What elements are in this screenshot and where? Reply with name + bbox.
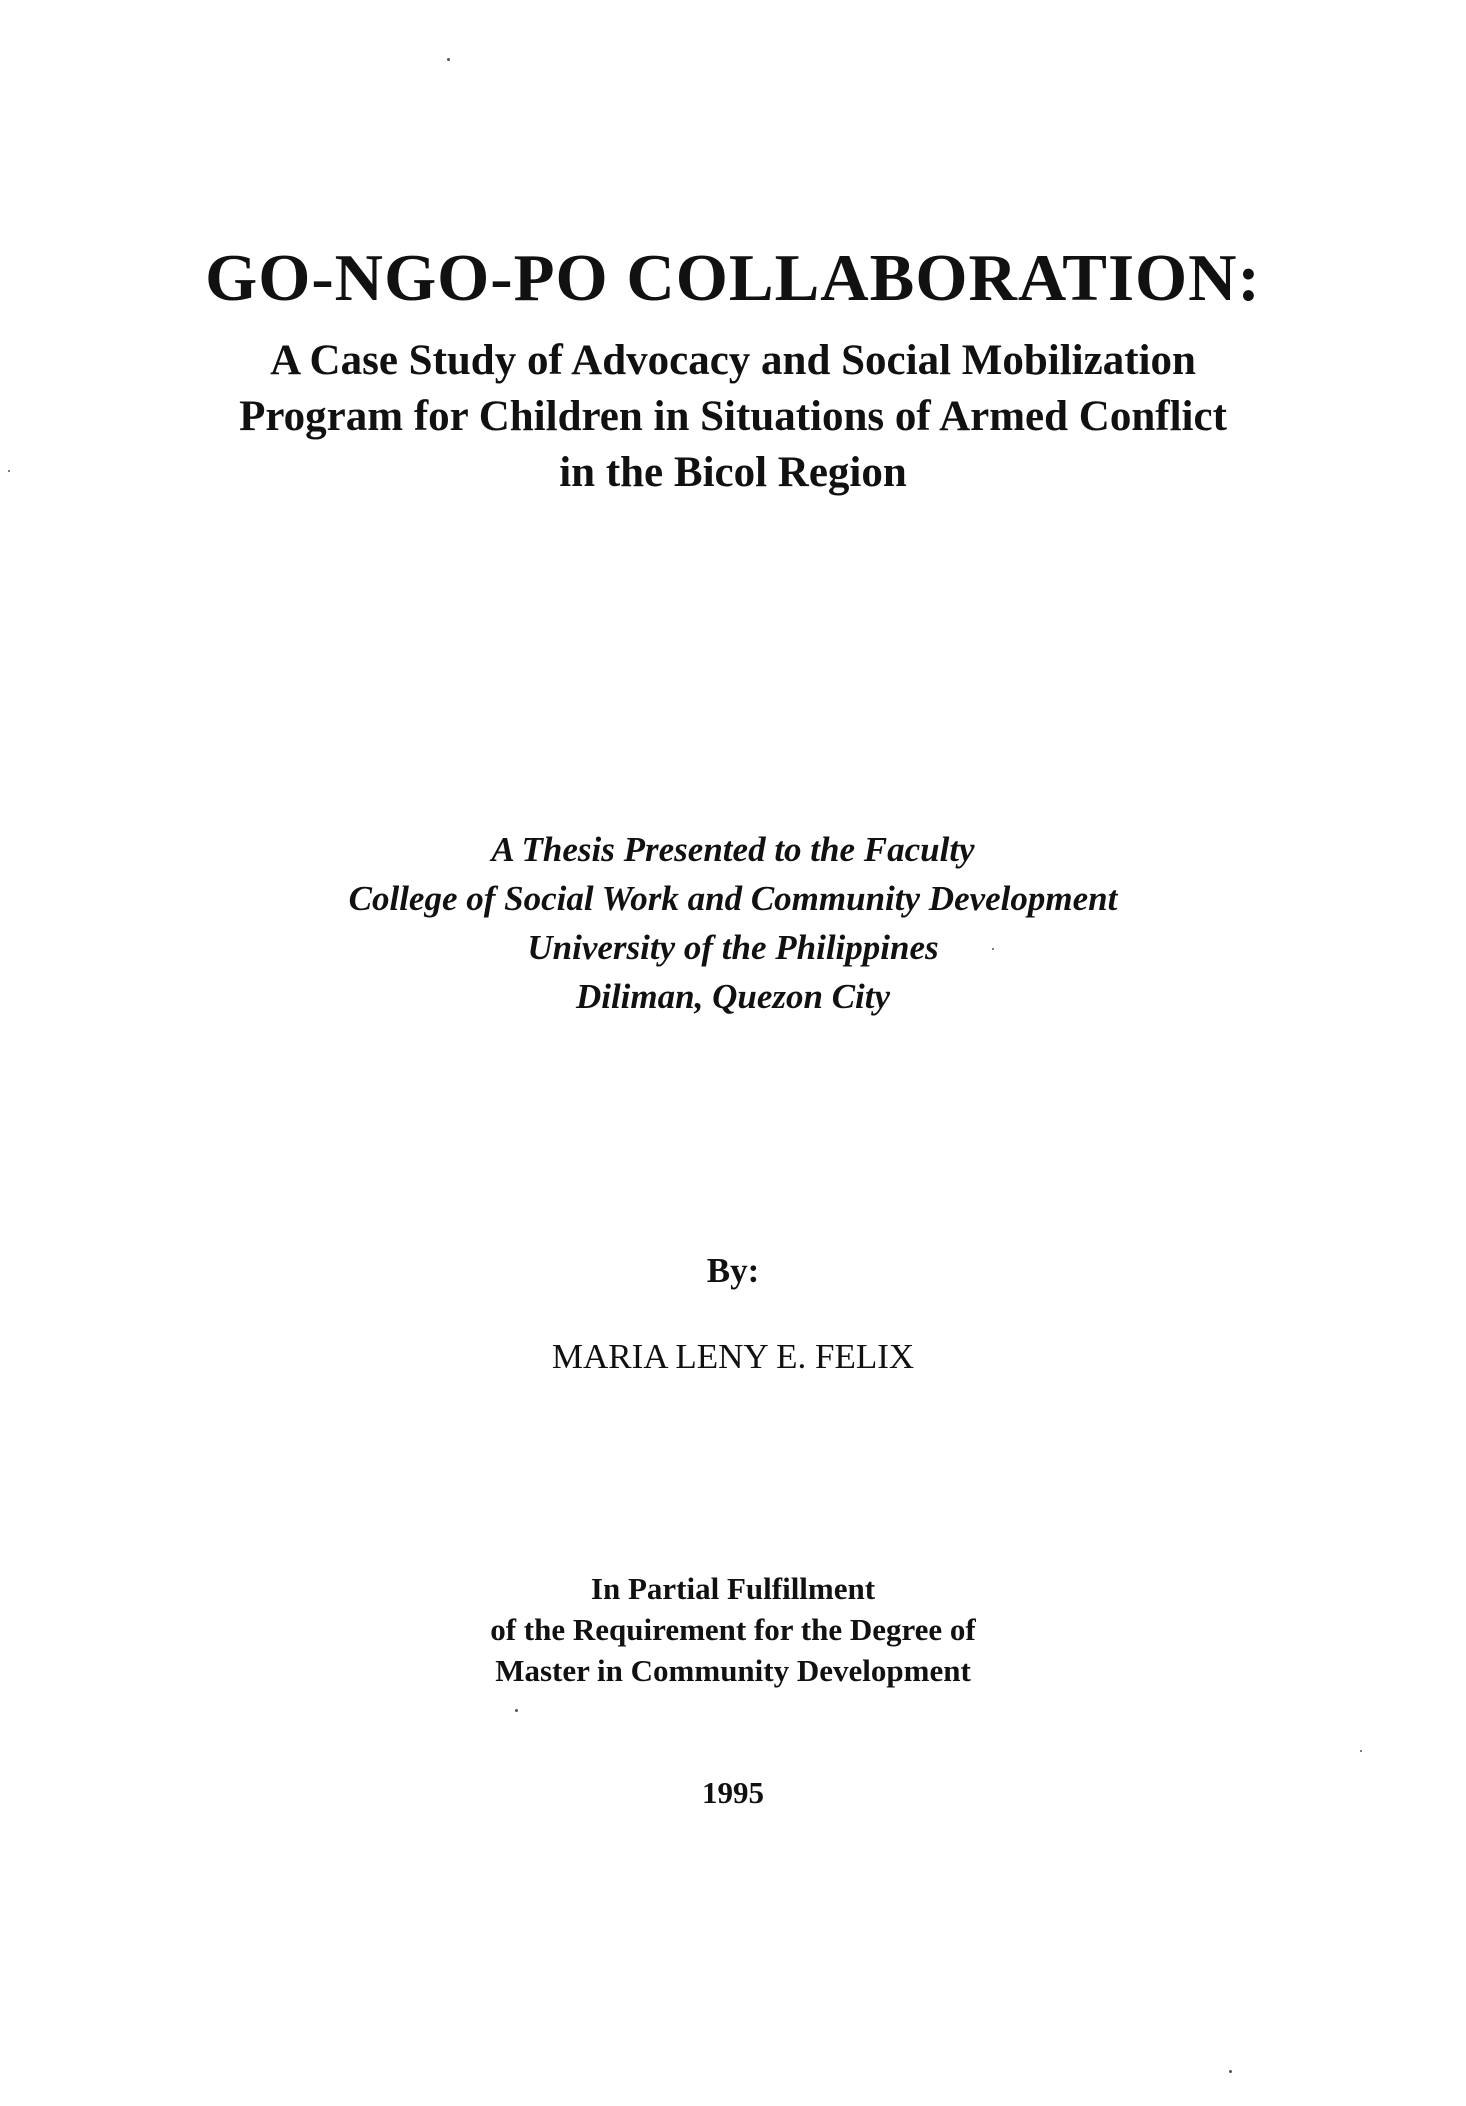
thesis-subtitle <box>0 333 1466 501</box>
by-label: By: <box>706 1251 760 1290</box>
fulfillment-line-2: of the Requirement for the Degree of <box>490 1612 976 1647</box>
scan-speck <box>1360 1750 1362 1752</box>
fulfillment-line-3: Master in Community Development <box>495 1653 971 1688</box>
presentation-statement <box>0 825 1466 1021</box>
scan-speck <box>515 1709 518 1712</box>
fulfillment-line-1: In Partial Fulfillment <box>590 1571 876 1606</box>
presentation-line-2: College of Social Work and Community Development <box>348 879 1118 918</box>
subtitle-line-2: Program for Children in Situations of Armed Conflict <box>239 393 1227 440</box>
subtitle-line-1: A Case Study of Advocacy and Social Mobilization <box>270 337 1196 384</box>
scan-speck <box>447 58 450 61</box>
publication-year: 1995 <box>702 1775 764 1810</box>
subtitle-line-3: in the Bicol Region <box>559 449 907 496</box>
author-name: MARIA LENY E. FELIX <box>551 1337 915 1376</box>
scan-speck <box>8 470 10 472</box>
degree-fulfillment-statement <box>0 1568 1466 1691</box>
presentation-line-4: Diliman, Quezon City <box>575 977 891 1016</box>
scan-speck <box>992 948 994 950</box>
thesis-title: GO-NGO-PO COLLABORATION: <box>205 241 1261 315</box>
presentation-line-3: University of the Philippines <box>527 928 939 967</box>
presentation-line-1: A Thesis Presented to the Faculty <box>491 830 975 869</box>
scan-speck <box>1229 2070 1232 2073</box>
